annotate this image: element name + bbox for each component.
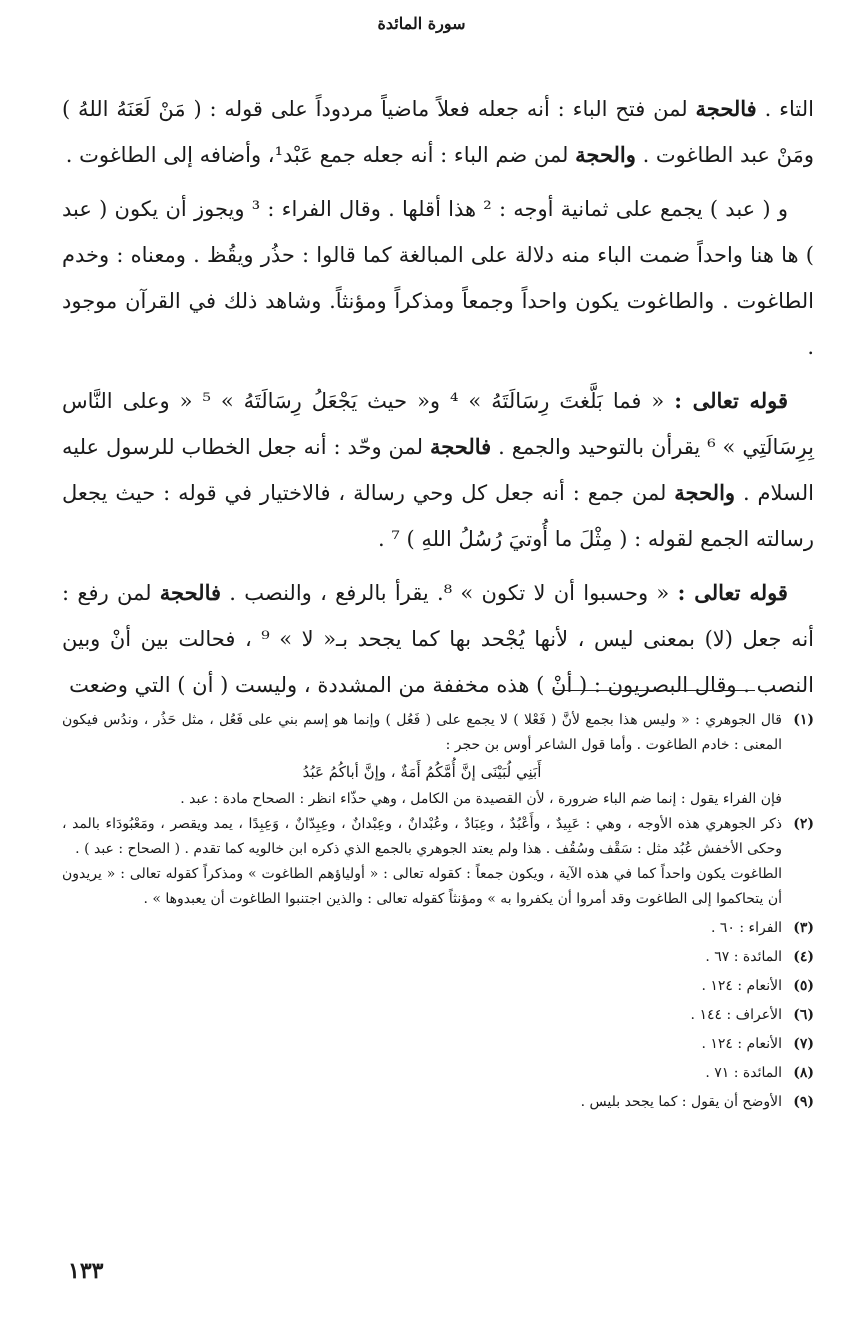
footnote-text: الأوضح أن يقول : كما يجحد بليس . [580,1094,782,1110]
footnote-item [62,812,814,862]
footnote-text: فإن الفراء يقول : إنما ضم الباء ضرورة ، لأن القصيدة من الكامل ، وهي حذّاء انظر : الصحاح مادة : عبد . [180,791,782,807]
text-run: لمن وحّد : أنه جعل الخطاب للرسول عليه السلام . [62,435,814,505]
footnote-item [62,1003,814,1028]
footnote-item [62,916,814,941]
footnote-item [62,974,814,999]
main-text [62,86,814,716]
footnote-text: الأنعام : ١٢٤ . [701,1036,782,1052]
footnote-item [62,708,814,812]
bold-keyword: والحجة [674,480,736,505]
footnote-text: الأعراف : ١٤٤ . [690,1007,782,1023]
footnote-number: (٥) [793,978,814,994]
footnote-text: ذكر الجوهري هذه الأوجه ، وهي : عَبِيدٌ ، وأَعْبُدٌ ، وعِبَادٌ ، وعُبْدانٌ ، وعِبْدانٌ ، وعِبِدّانٌ ، وَعِبِدًا ، يمد ويقصر ، ومَعْبُودَاء بالمد ، وحكى الأخفش عُبُد مثل : سَقْف وسُقُف . هذا ولم يعتد الجوهري بالجمع الذي ذكره ابن خالويه كما تقدم . ( الصحاح : عبد ) . [62,816,782,857]
poetry-verse: أَبَنِي لُبَيْنَى إنَّ أُمَّكُمُ أَمَةٌ ، وإنَّ أباكُمُ عَبُدُ [302,763,542,781]
footnote-text: الطاغوت يكون واحداً كما في هذه الآية ، ويكون جمعاً : كقوله تعالى : « أولياؤهم الطاغوت » ومذكراً كقوله تعالى : « يريدون أن يتحاكموا إلى الطاغوت وقد أمروا أن يكفروا به » ومؤنثاً كقوله تعالى : والذين اجتنبوا الطاغوت أن يعبدوها » . [62,866,782,907]
footnote-number: (٦) [793,1007,814,1023]
footnote-divider [555,690,755,691]
footnote-item [62,1090,814,1115]
text-run: « وحسبوا أن لا تكون » ⁸. يقرأ بالرفع ، والنصب . [229,581,670,605]
bold-keyword: فالحجة [429,434,492,459]
footnote-text: المائدة : ٧١ . [705,1065,782,1081]
text-run: لمن فتح الباء : أنه جعله فعلاً ماضياً مردوداً على قوله : ( مَنْ لَعَنَهُ اللهُ ) ومَنْ عبد الطاغوت . [62,97,814,167]
footnote-text: المائدة : ٦٧ . [705,949,782,965]
footnote-number: (٩) [793,1094,814,1110]
footnote-number: (٢) [793,816,814,832]
text-run: لمن رفع : أنه جعل (لا) بمعنى ليس ، لأنها يُجْحد بها كما يجحد بـ« لا » ⁹ ، فحالت بين أنْ وبين النصب . وقال البصريون : ( أنْ ) هذه مخففة من المشددة ، وليست ( أن ) التي وضعت [62,581,815,697]
footnote-number: (٤) [793,949,814,965]
footnotes [62,708,814,1115]
bold-keyword: والحجة [575,142,636,167]
bold-keyword: فالحجة [695,96,757,121]
paragraph-4 [62,570,814,708]
footnote-item [62,1061,814,1086]
footnote-item [62,1032,814,1057]
text-run: لمن ضم الباء : أنه جعله جمع عَبْد¹، وأضافه إلى الطاغوت . [65,143,569,167]
footnote-number: (٣) [793,920,814,936]
text-run: « فما بَلَّغتَ رِسَالَتَهُ » ⁴ و« حيث يَجْعَلُ رِسَالَتَهُ » ⁵ « وعلى النَّاس بِرِسَالَتِي » ⁶ يقرأن بالتوحيد والجمع . [62,389,814,459]
bold-keyword: قوله تعالى : [677,580,788,605]
paragraph-2: و ( عبد ) يجمع على ثمانية أوجه : ² هذا أقلها . وقال الفراء : ³ ويجوز أن يكون ( عبد ) ها هنا واحداً ضمت الباء منه دلالة على المبالغة كما قالوا : حذُر ويقُظ . ومعناه : وخدم الطاغوت . والطاغوت يكون واحداً وجمعاً ومذكراً ومؤنثاً. وشاهد ذلك في القرآن موجود . [62,197,814,359]
paragraph-3 [62,378,814,562]
bold-keyword: قوله تعالى : [674,388,788,413]
footnote-text: الفراء : ٦٠ . [710,920,782,936]
bold-keyword: فالحجة [159,580,222,605]
paragraph-1 [62,86,814,178]
footnote-item [62,945,814,970]
footnote-number: (١) [793,712,814,728]
footnote-number: (٧) [793,1036,814,1052]
page-number: ١٣٣ [68,1258,104,1284]
footnote-item [62,862,814,912]
text-run: لمن جمع : أنه جعل كل وحي رسالة ، فالاختيار في قوله : حيث يجعل رسالته الجمع لقوله : ( مِثْلَ ما أُوتيَ رُسُلُ اللهِ ) ⁷ . [62,481,814,551]
text-run: التاء . [764,97,814,121]
footnote-number [782,862,814,912]
footnote-text: قال الجوهري : « وليس هذا بجمع لأنَّ ( فَعْلا ) لا يجمع على ( فَعُل ) وإنما هو إسم بني على فَعُل ، مثل حَذُر ، وندُس فيكون المعنى : خادم الطاغوت . وأما قول الشاعر أوس بن حجر : [62,712,782,753]
running-header: سورة المائدة [377,14,466,33]
footnote-text: الأنعام : ١٢٤ . [701,978,782,994]
footnote-number: (٨) [793,1065,814,1081]
